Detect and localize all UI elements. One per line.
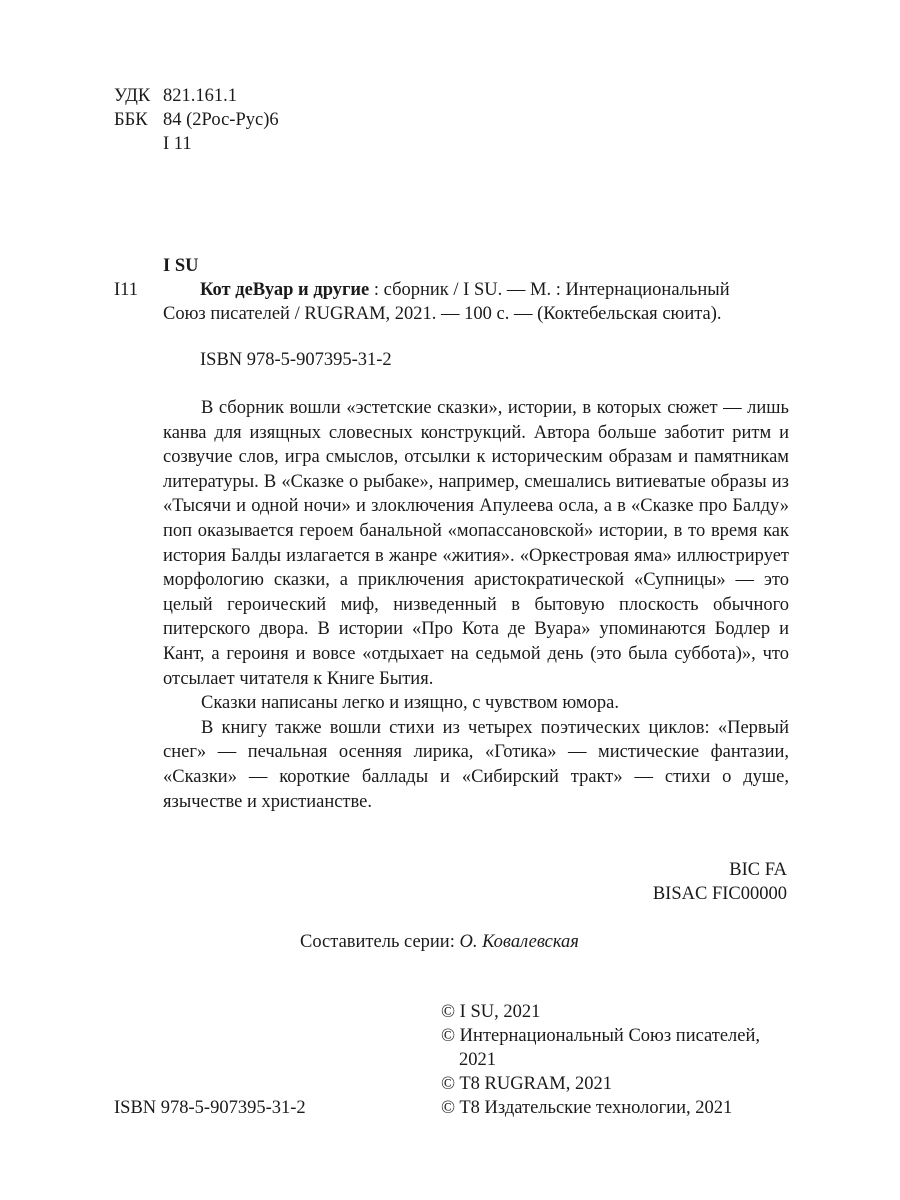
isbn-bottom: ISBN 978-5-907395-31-2 [114,1098,306,1118]
entry-line-2: Союз писателей / RUGRAM, 2021. — 100 с. — (Коктебельская сюита). [163,304,722,324]
udk-label: УДК [114,86,151,106]
copyright-line-4: © T8 RUGRAM, 2021 [441,1074,612,1094]
copyright-line-3: 2021 [459,1050,496,1070]
entry-line-1 [200,278,730,303]
annotation-paragraph-2: Сказки написаны легко и изящно, с чувством юмора. [201,693,619,714]
book-title: Кот деВуар и другие [200,280,370,300]
isbn-main: ISBN 978-5-907395-31-2 [200,350,392,370]
copyright-line-5: © T8 Издательские технологии, 2021 [441,1098,733,1118]
author-mark: I 11 [163,134,192,154]
bbk-label: ББК [114,110,148,130]
copyright-block [441,1000,801,1130]
entry-mark: I11 [114,280,138,300]
annotation [163,396,789,814]
bbk-value: 84 (2Рос-Рус)6 [163,110,279,130]
entry-line-1-rest: : сборник / I SU. — М. : Интернациональный [369,280,730,300]
annotation-paragraph-1: В сборник вошли «эстетские сказки», истории, в которых сюжет — лишь канва для изящных словесных конструкций. Автора больше заботит ритм и созвучие слов, игра смыслов, отсылки к историческим образам и памятникам литературы. В «Сказке о рыбаке», например, смешались витиеватые образы из «Тысячи и одной ночи» и злоключения Апулеева осла, а в «Сказке про Балду» поп оказывается героем банальной «мопассановской» истории, в то время как история Балды излагается в жанре «жития». «Оркестровая яма» иллюстрирует морфологию сказки, а приключения аристократической «Супницы» — это целый героический миф, низведенный в бытовую плоскость обычного питерского двора. В истории «Про Кота де Вуара» упоминаются Бодлер и Кант, а героиня и вовсе «отдыхает на седьмой день (это была суббота)», что отсылает читателя к Книге Бытия. [163,398,789,689]
bisac-code: BISAC FIC00000 [652,884,787,904]
series-compiler [300,930,579,955]
series-name: О. Ковалевская [459,932,579,952]
udk-value: 821.161.1 [163,86,237,106]
annotation-paragraph-3: В книгу также вошли стихи из четырех поэтических циклов: «Первый снег» — печальная осенняя лирика, «Готика» — мистические фантазии, «Сказки» — короткие баллады и «Сибирский тракт» — стихи о душе, язычестве и христианстве. [163,717,789,812]
copyright-line-1: © I SU, 2021 [441,1002,541,1022]
copyright-line-2: © Интернациональный Союз писателей, [441,1026,761,1046]
author-heading: I SU [163,256,199,276]
bic-code: BIC FA [729,860,787,880]
series-label: Составитель серии: [300,932,460,952]
